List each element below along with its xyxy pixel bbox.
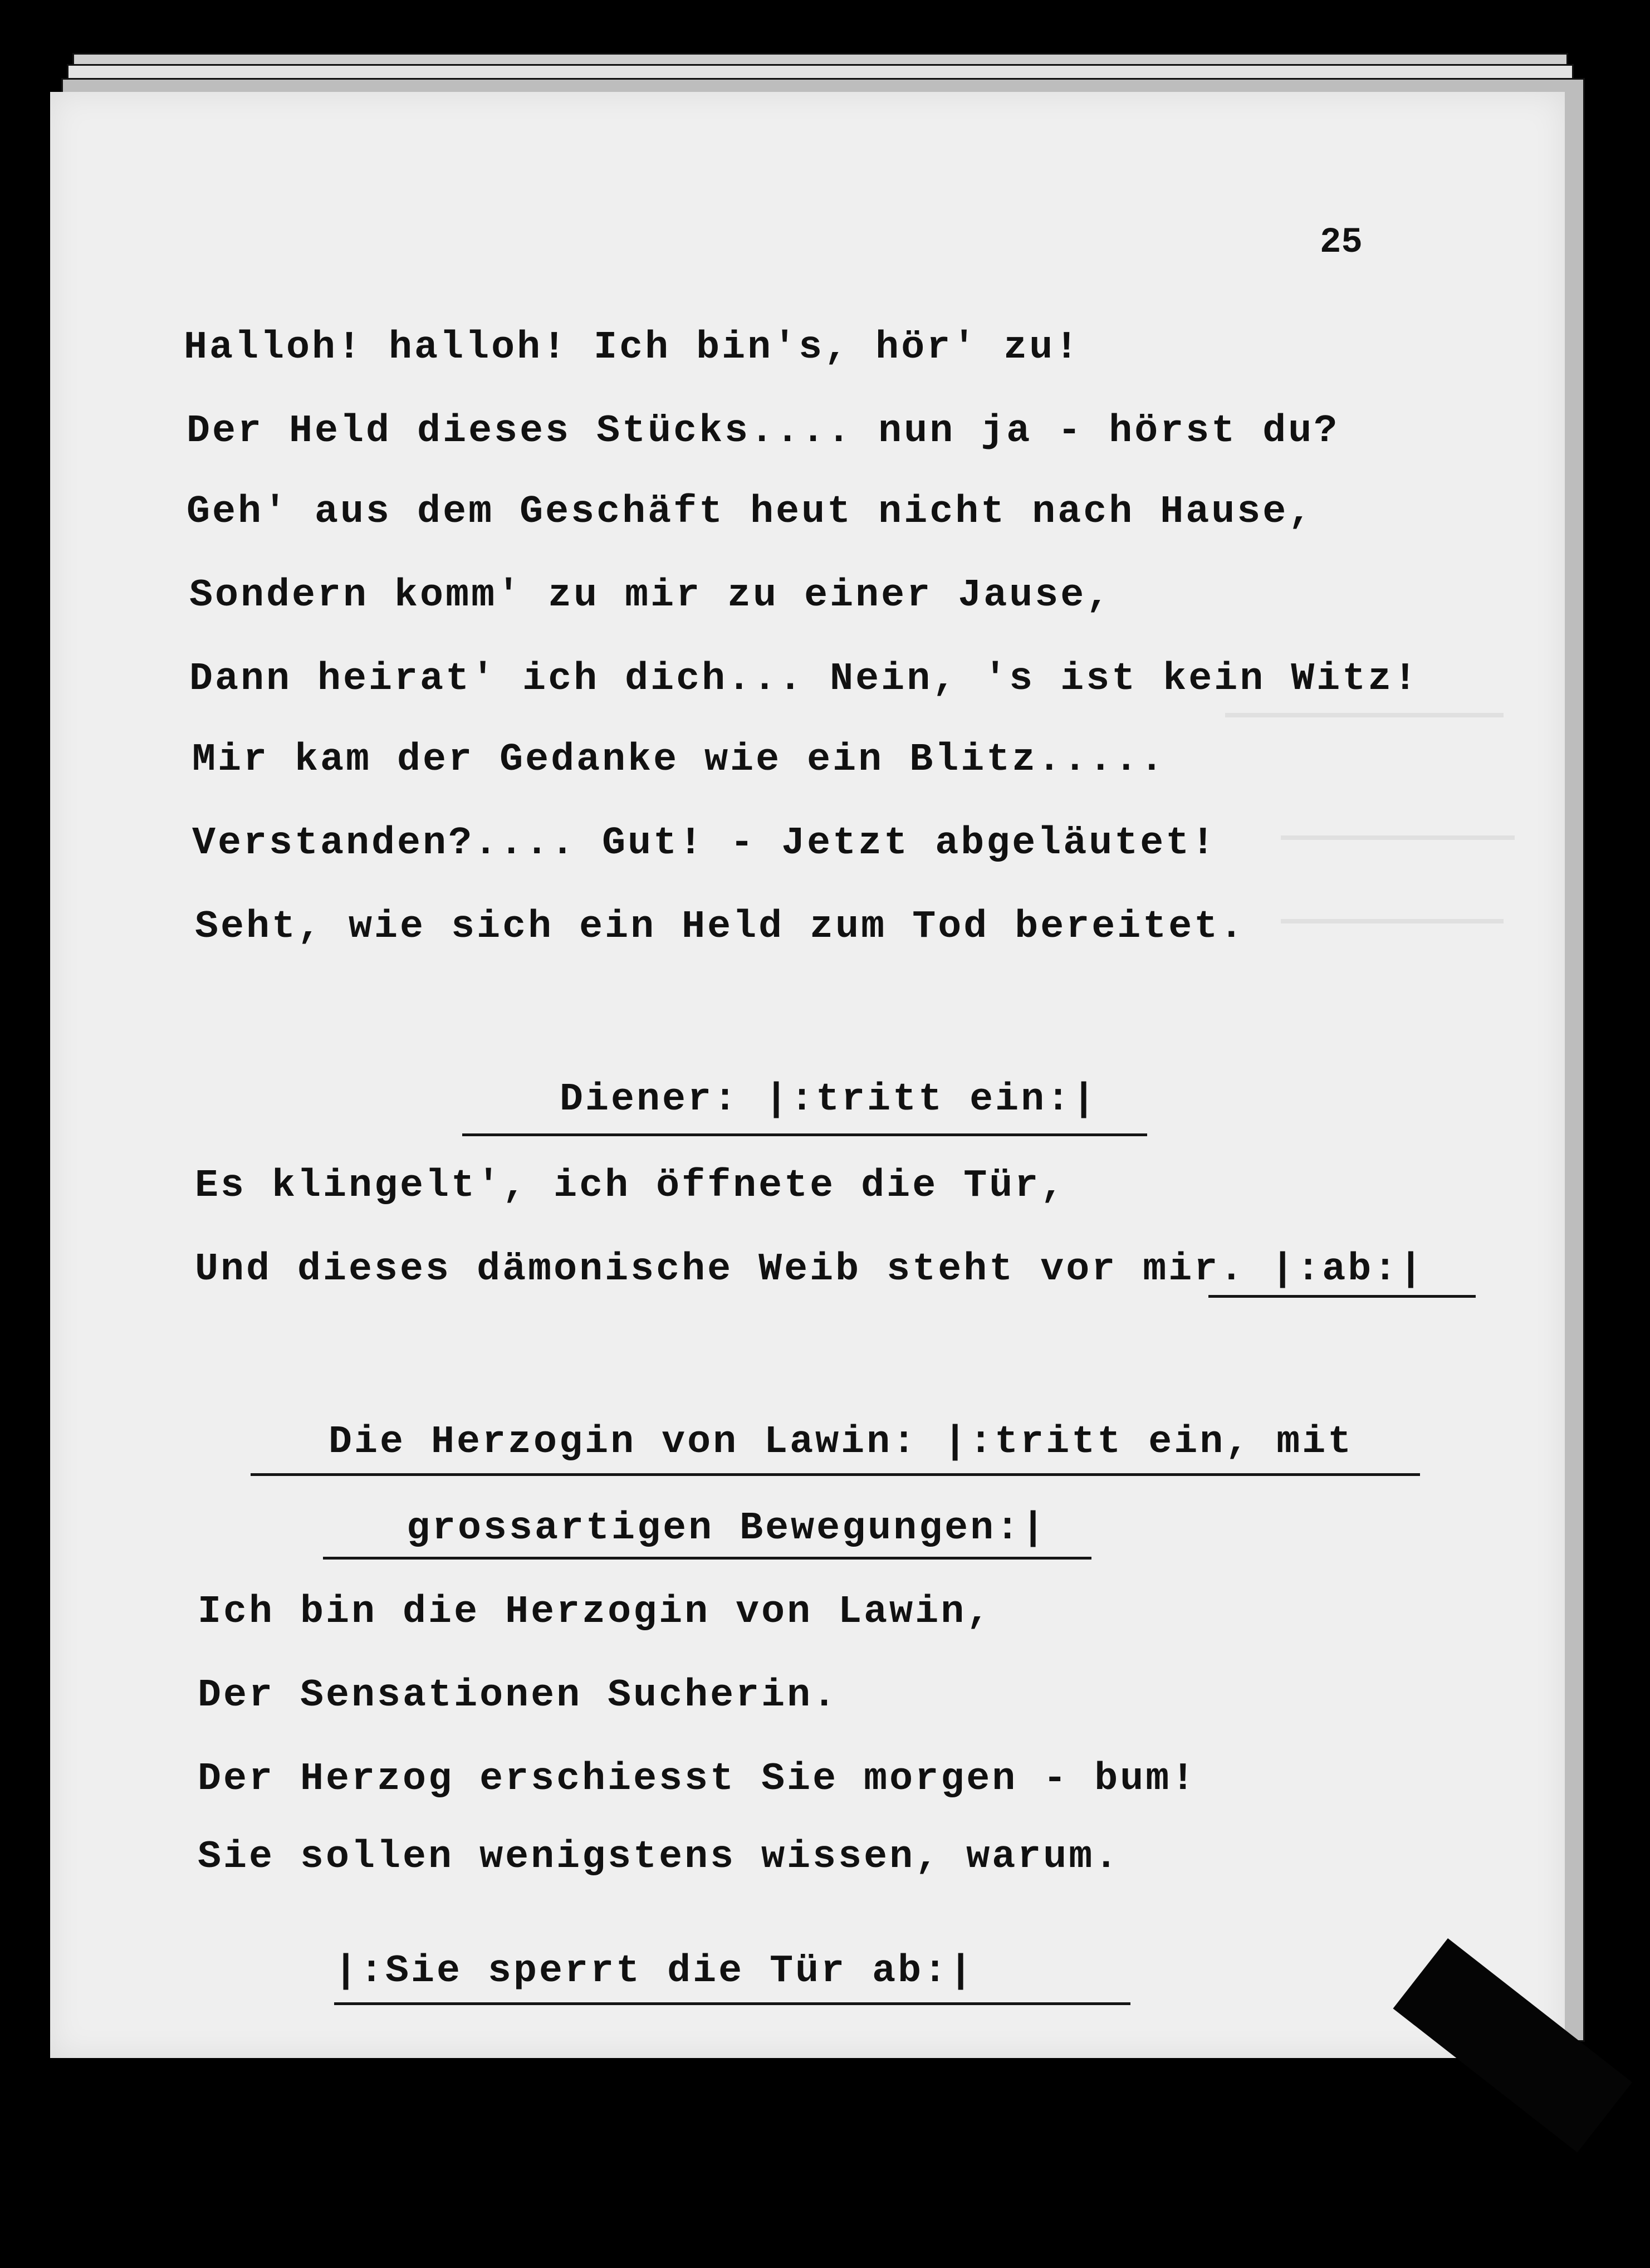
underline-rule [1208, 1295, 1476, 1298]
verse-line: Und dieses dämonische Weib steht vor mir. |:ab:| [195, 1248, 1425, 1292]
stage-direction: grossartigen Bewegungen:| [407, 1507, 1047, 1551]
stage-direction: Diener: |:tritt ein:| [560, 1078, 1098, 1122]
verse-line: Geh' aus dem Geschäft heut nicht nach Hause, [187, 490, 1314, 534]
bleed-through-mark [1281, 919, 1504, 923]
verse-line: Dann heirat' ich dich... Nein, 's ist kein Witz! [189, 657, 1419, 701]
verse-line: Der Herzog erschiesst Sie morgen - bum! [198, 1757, 1197, 1801]
underline-rule [462, 1133, 1147, 1136]
verse-line: Der Sensationen Sucherin. [198, 1674, 839, 1718]
verse-line: Ich bin die Herzogin von Lawin, [198, 1590, 992, 1634]
verse-line: Seht, wie sich ein Held zum Tod bereitet. [195, 905, 1246, 949]
verse-line: Es klingelt', ich öffnete die Tür, [195, 1164, 1066, 1208]
page-number: 25 [1320, 223, 1363, 263]
underline-rule [251, 1473, 1420, 1476]
verse-line: Der Held dieses Stücks.... nun ja - hörst du? [187, 409, 1340, 453]
verse-line: Sondern komm' zu mir zu einer Jause, [189, 574, 1112, 618]
underline-rule [323, 1557, 1091, 1560]
stage-direction: |:Sie sperrt die Tür ab:| [334, 1949, 975, 1993]
bleed-through-mark [1225, 713, 1504, 717]
bleed-through-mark [1281, 835, 1515, 840]
verse-line: Verstanden?.... Gut! - Jetzt abgeläutet! [192, 822, 1217, 866]
stage-direction: Die Herzogin von Lawin: |:tritt ein, mit [329, 1420, 1354, 1464]
verse-line: Halloh! halloh! Ich bin's, hör' zu! [184, 326, 1081, 370]
underline-rule [334, 2002, 1130, 2005]
verse-line: Sie sollen wenigstens wissen, warum. [198, 1835, 1120, 1879]
verse-line: Mir kam der Gedanke wie ein Blitz..... [192, 738, 1166, 782]
